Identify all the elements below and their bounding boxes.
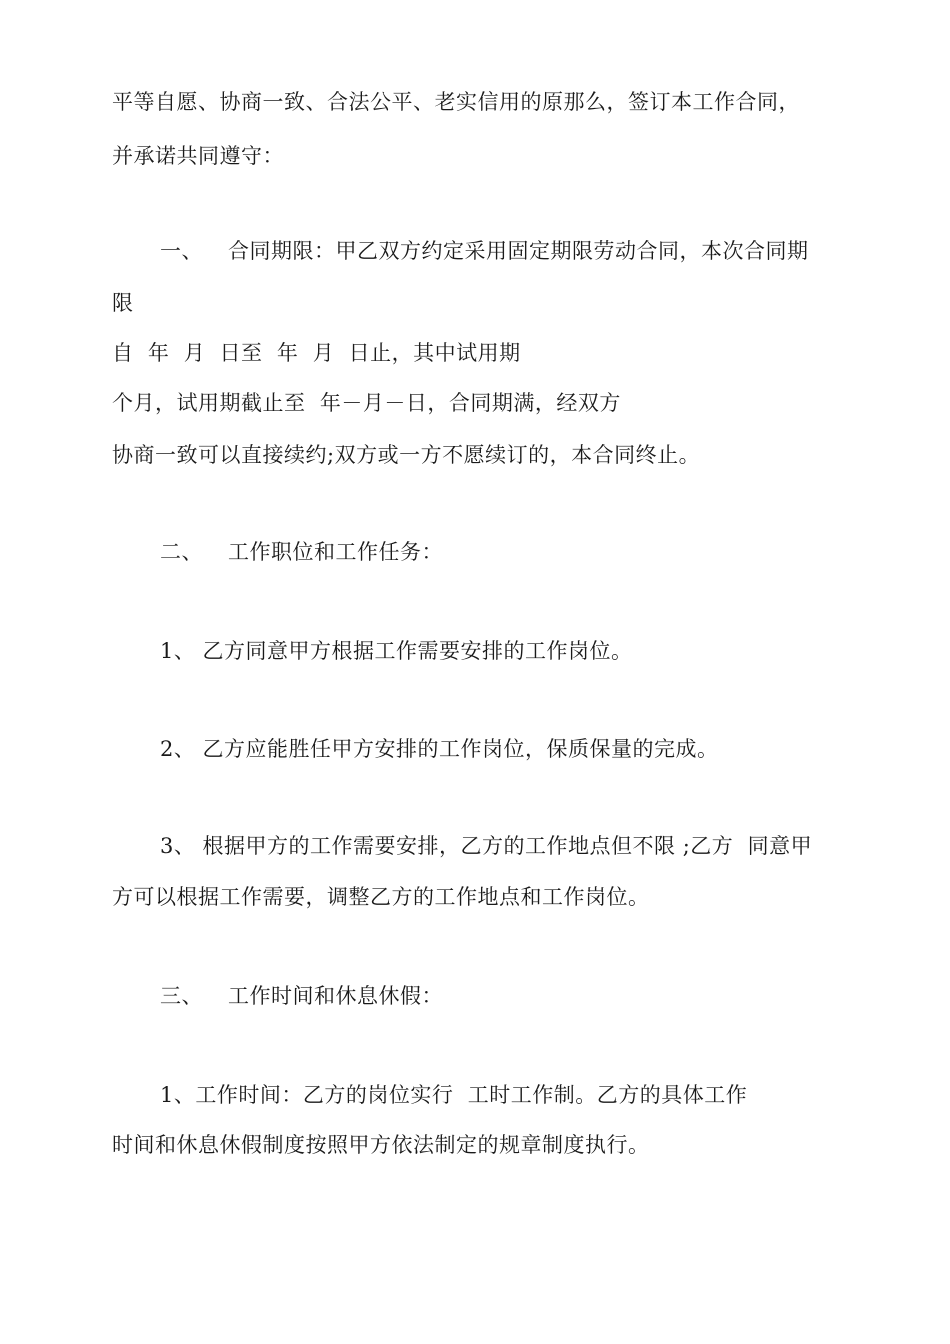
section-2-title: 工作职位和工作任务： [228,540,443,564]
section-2-item-3-line-2: 方可以根据工作需要，调整乙方的工作地点和工作岗位。 [112,885,650,909]
section-3-heading [160,982,443,1010]
section-2-heading [160,538,443,566]
section-1-line-4: 个月，试用期截止至 年－月－日，合同期满，经双方 [112,391,621,415]
section-1-line-2: 限 [112,291,134,315]
section-1-heading [160,237,809,265]
section-2-item-2: 2、 乙方应能胜任甲方安排的工作岗位，保质保量的完成。 [160,737,719,761]
section-1-line-3: 自 年 月 日至 年 月 日止，其中试用期 [112,341,521,365]
section-1-number: 一、 [160,239,203,263]
intro-line-1: 平等自愿、协商一致、合法公平、老实信用的原那么，签订本工作合同， [112,90,800,114]
intro-line-2: 并承诺共同遵守： [112,144,284,168]
section-3-title: 工作时间和休息休假： [228,984,443,1008]
section-3-number: 三、 [160,984,203,1008]
section-1-line-5: 协商一致可以直接续约;双方或一方不愿续订的，本合同终止。 [112,443,701,467]
section-2-number: 二、 [160,540,203,564]
section-3-item-1-line-1: 1、工作时间：乙方的岗位实行 工时工作制。乙方的具体工作 [160,1083,748,1107]
section-2-item-1: 1、 乙方同意甲方根据工作需要安排的工作岗位。 [160,639,633,663]
section-1-text: 合同期限：甲乙双方约定采用固定期限劳动合同，本次合同期 [228,239,809,263]
section-3-item-1-line-2: 时间和休息休假制度按照甲方依法制定的规章制度执行。 [112,1133,650,1157]
section-2-item-3-line-1: 3、 根据甲方的工作需要安排，乙方的工作地点但不限 ;乙方 同意甲 [160,834,813,858]
